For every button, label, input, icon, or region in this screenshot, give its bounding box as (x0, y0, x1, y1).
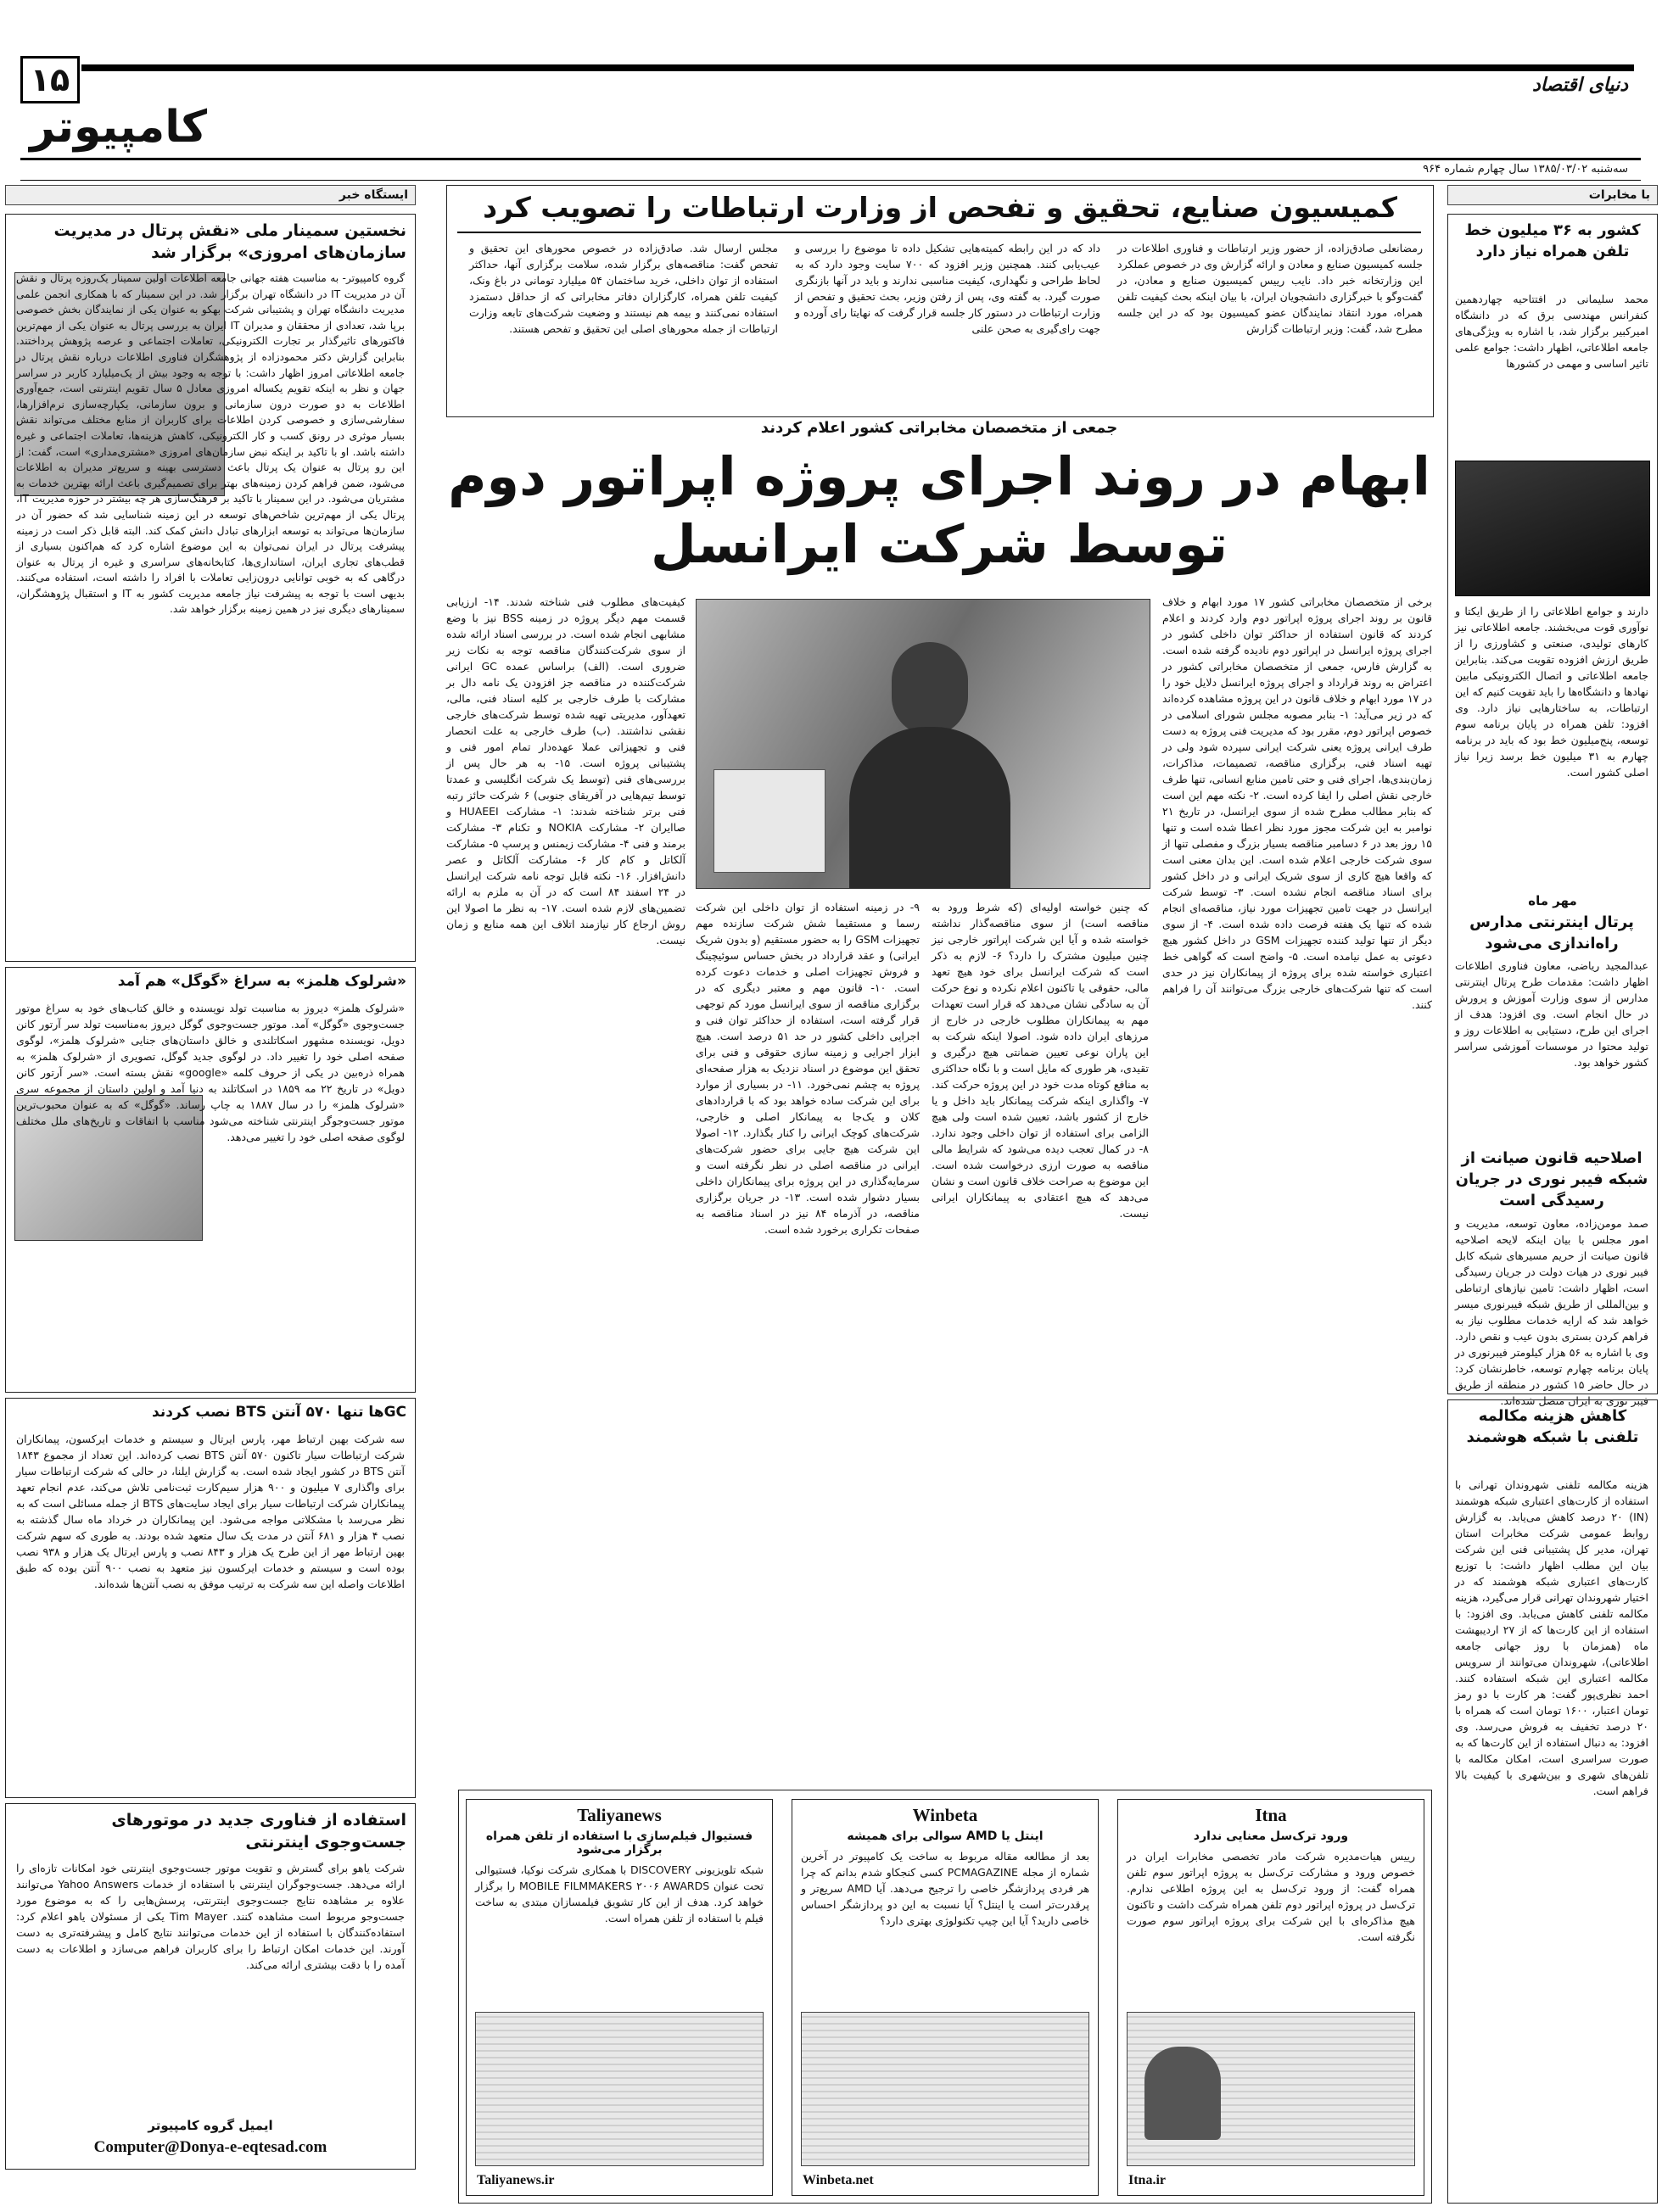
news-item-bts (5, 1398, 416, 1798)
section-title: کامپیوتر (30, 102, 207, 153)
news-body: دارند و جوامع اطلاعاتی را از طریق ایکتا و نوآوری قوت می‌بخشند. جامعه اطلاعاتی نیز کارهای تولیدی، صنعتی و کشاورزی را از طریق ارزش افزوده تقویت می‌کند. بنابراین جامعه اطلاعاتی و اتصال الکترونیکی مابین نهادها و دانشگاه‌ها را باید تقویت کنیم که این ارتباطات، به ساختارهایی نیاز دارد. وی افزود: تلفن همراه در پایان برنامه سوم توسعه، پنج‌میلیون خط بود که باید در برنامه چهارم به ۳۱ میلیون خط برسد زیرا نیاز اصلی کشور است. (1455, 605, 1648, 779)
news-title: GCها تنها ۵۷۰ آنتن BTS نصب کردند (152, 1404, 406, 1421)
news-body: محمد سلیمانی در افتتاحیه چهاردهمین کنفرانس مهندسی برق که در دانشگاه امیرکبیر برگزار شد، با اشاره به ویژگی‌های جامعه اطلاعاتی، اظهار داشت: جوامع علمی تاثیر اساسی و مهمی در کشورها (1455, 293, 1648, 370)
news-body: صمد مومن‌زاده، معاون توسعه، مدیریت و امور مجلس با بیان اینکه لایحه اصلاحیه قانون صیانت از حریم مسیرهای شبکه کابل فیبر نوری در هیات دولت در جریان رسیدگی است، اظهار داشت: تامین نیازهای ارتباطی و بین‌المللی از طریق شبکه فیبرنوری میسر خواهد شد که ارایه خدمات مطلوب نیاز به فراهم کردن بستری بدون عیب و نقص دارد. وی با اشاره به ۵۶ هزار کیلومتر فیبرنوری در پایان برنامه چهارم توسعه، خاطرنشان کرد: در حال حاضر ۱۵ کشور در منطقه از طریق فیبر نوری به ایران متصل شده‌اند. (1455, 1217, 1649, 1407)
ad-name: Itna (1255, 1805, 1287, 1825)
ad-name: Taliyanews (577, 1805, 662, 1825)
news-title: اصلاحیه قانون صیانت از شبکه فیبر نوری در جریان رسیدگی است (1455, 1149, 1648, 1209)
itna-screenshot (1127, 2012, 1415, 2166)
photo-monitor (713, 769, 825, 873)
news-body: عبدالمجید ریاضی، معاون فناوری اطلاعات اظهار داشت: مقدمات طرح پرتال اینترنتی مدارس از سوی وزارت آموزش و پرورش در حال انجام است. وی افزود: هدف از اجرای این طرح، دستیابی به اطلاعات روز و تولید محتوا در موسسات آموزشی سراسر کشور خواهد بود. (1455, 959, 1648, 1069)
issue-line: سه‌شنبه ۱۳۸۵/۰۳/۰۲ سال چهارم شماره ۹۶۴ (1423, 163, 1628, 176)
photo-figure-body (849, 727, 1010, 888)
ad-card-itna (1117, 1799, 1424, 2196)
phone-photo (1455, 461, 1650, 596)
news-item-google (5, 967, 416, 1393)
page-number: ۱۵ (30, 61, 70, 98)
telecom-label: با مخابرات (1447, 185, 1658, 205)
news-title: «شرلوک هلمز» به سراغ «گوگل» هم آمد (117, 973, 406, 990)
main-story-photo (696, 599, 1150, 889)
news-body: هزینه مکالمه تلفنی شهروندان تهرانی با استفاده از کارت‌های اعتباری شبکه هوشمند (IN) ۲۰ درصد کاهش می‌یابد. به گزارش روابط عمومی شرکت مخابرات استان تهران، مدیر کل پشتیبانی فنی این شرکت بیان این مطلب اظهار داشت: با توزیع کارت‌های اعتباری شبکه هوشمند که در اختیار شهروندان تهرانی قرار می‌گیرد، هزینه مکالمه تلفنی کاهش می‌یابد. وی افزود: با استفاده از این کارت‌ها که از ۲۷ اردیبهشت ماه (همزمان با روز جهانی جامعه اطلاعاتی)، شهروندان می‌توانند از سرویس مکالمه اعتباری این شبکه استفاده کنند. احمد نظری‌پور گفت: هر کارت با دو رمز تومان اعتبار، ۱۶۰۰ تومان است که همراه با ۲۰ درصد تخفیف به فروش می‌رسد. وی افزود: به دنبال استفاده از این کارت‌ها که به صورت سراسری است، امکان مکالمه با تلفن‌های شهری و بین‌شهری با کیفیت بالا فراهم است. (1455, 1478, 1649, 1797)
top-story-rule (457, 232, 1421, 233)
ad-body: شبکه تلویزیونی DISCOVERY با همکاری شرکت نوکیا، فستیوالی تحت عنوان MOBILE FILMMAKERS ۲۰۰۶ AWARDS را برگزار خواهد کرد. هدف از این کار تشویق فیلمسازان مبتدی به ساخت فیلم با استفاده از تلفن همراه است. (475, 1863, 764, 1924)
ad-name: Winbeta (912, 1805, 978, 1825)
ad-title: اینتل یا AMD سوالی برای همیشه (847, 1829, 1044, 1843)
ad-body: رییس هیات‌مدیره شرکت مادر تخصصی مخابرات ایران در خصوص ورود و مشارکت ترک‌سل به پروژه اپراتور سوم تلفن همراه گفت: از ورود ترک‌سل به این پروژه اطلاعی ندارم. ترک‌سل در پروژه اپراتور دوم تلفن همراه شرکت داشت و تاکنون هیچ مذاکره‌ای با این شرکت برای پروژه اپراتور سوم صورت نگرفته است. (1127, 1850, 1415, 1943)
main-story-kicker: جمعی از متخصصان مخابراتی کشور اعلام کردند (760, 419, 1118, 437)
main-headline-line-1: ابهام در روند اجرای پروژه اپراتور دوم (448, 445, 1430, 507)
news-kicker: مهر ماه (1528, 893, 1577, 908)
top-story-col-2: داد که در این رابطه کمیته‌هایی تشکیل داده تا موضوع را بررسی و عیب‌یابی کنند. همچنین وزیر افزود که ۷۰۰ سایت وجود دارد که به لحاظ طراحی و نگهداری، کیفیت مناسبی ندارند و باید در آنها بازنگری صورت گیرد. به گفته وی، پس از رفتن وزیر، بحث تحقیق و تفحص از وزارت ارتباطات در دستور کار جلسه قرار گرفت که نهایتا رای آورده و جهت رای‌گیری به صحن علنی (795, 242, 1101, 335)
photo-figure-head (892, 642, 968, 735)
right-column (1447, 185, 1659, 2204)
news-body: سه شرکت بهین ارتباط مهر، پارس ایرتال و سیستم و خدمات ایرکسون، پیمانکاران شرکت ارتباطات سیار تاکنون ۵۷۰ آنتن BTS نصب کرده‌اند. این تعداد از مجموع ۱۸۴۳ آنتن BTS در کشور ایجاد شده است. به گزارش ایلنا، در حالی که شرکت ارتباطات سیار برای واگذاری ۷ میلیون و ۹۰۰ هزار سیم‌کارت ثبت‌نامی تلاش می‌کند، عدم انجام تعهد پیمانکاران شرکت ارتباطات سیار برای ایجاد سایت‌های BTS از جمله مسائلی است که به نظر می‌رسد با مشکلاتی مواجه می‌شود. این پیمانکاران در خرداد ماه سال گذشته به نصب ۴ هزار و ۶۸۱ آنتن در مدت یک سال متعهد شده بودند. به طوری که سهم شرکت بهین ارتباط مهر از این طرح یک هزار و ۸۴۳ نصب و پارس ایرتال یک هزار و ۹۳۸ نصب بوده است و سیستم و خدمات ایرکسون نیز متعهد به نصب ۹۰۰ آنتن بوده که طبق اطلاعات واصله این سه شرکت به ترتیب موفق به نصب آنتن‌ها شده‌اند. (16, 1433, 406, 1590)
news-title: استفاده از فناوری جدید در موتورهای جست‌وجوی اینترنتی (111, 1811, 406, 1852)
main-story-col-c: ۹- در زمینه استفاده از توان داخلی این شرکت رسما و مستقیما شش شرکت سازنده مهم تجهیزات GSM را به حضور مستقیم (و بدون شریک ایرانی) و عقد قرارداد در بخش حساس سوئیچینگ و فروش تجهیزات اصلی و خدمات دعوت کرده است. ۱۰- قانون مهم و معتبر دیگری که در برگزاری مناقصه از سوی ایرانسل مورد کم توجهی قرار گرفته است، استفاده از حداکثر توان فنی و اجرایی داخلی کشور در حد ۵۱ درصد است. هیچ ابزار اجرایی و زمینه سازی حقوقی و فنی برای تحقق این موضوع در اسناد نزدیک به هزار صفحه‌ای پروژه به چشم نمی‌خورد. ۱۱- در بسیاری از موارد برای این شرکت ساده خواهد بود که با قراردادهای کلان و یک‌جا به پیمانکار اصلی و خارجی، شرکت‌های کوچک ایرانی را کنار بگذارد. ۱۲- اصولا این شرکت هیچ جایی برای حضور شرکت‌های ایرانی در مناقصه اصلی در نظر نگرفته است و سرمایه‌گذاری در این پروژه برای پیمانکاران داخلی بسیار دشوار شده است. ۱۳- در جریان برگزاری مناقصه، در آذرماه ۸۴ نیز در اسناد مناقصه به صفحات تکراری برخورد شده است. (696, 901, 921, 1236)
news-body: «شرلوک هلمز» دیروز به مناسبت تولد نویسنده و خالق کتاب‌های خود به سراغ موتور جست‌وجوی «گوگل» آمد. موتور جست‌وجوی گوگل دیروز به‌مناسبت تولد سر آرتور کانن دویل، نویسنده مشهور اسکاتلندی و خالق داستان‌های جنایی «شرلوک هلمز»، لوگوی صفحه اصلی خود را تغییر داد. در لوگوی جدید گوگل، تصویری از «شرلوک هلمز» به همراه ذره‌بین در یکی از حروف کلمه «google» نقش بسته است. «سر آرتور کانن دویل» در تاریخ ۲۲ مه ۱۸۵۹ در اسکاتلند به دنیا آمد و اولین داستان از مجموعه سری «شرلوک هلمز» را در سال ۱۸۸۷ به چاپ رساند. «گوگل» که به عنوان محبوب‌ترین موتور جست‌وجوگر اینترنتی شناخته می‌شود مناسب با اتفاقات و تاریخ‌های ملل مختلف لوگوی صفحه اصلی خود را تغییر می‌دهد. (16, 1002, 405, 1143)
ad-body: بعد از مطالعه مقاله مربوط به ساخت یک کامپیوتر در آخرین شماره از مجله PCMAGAZINE کسی کنجکاو شدم بدانم که چرا هر فردی پردازشگر خاصی را ترجیح می‌دهد. آیا AMD سریع‌تر و پرقدرت‌تر است یا اینتل؟ آیا نسبت به این دو پردازشگر احساس خاصی دارید؟ آیا این چیپ تکنولوژی بهتری دارد؟ (801, 1850, 1089, 1927)
top-story-title: کمیسیون صنایع، تحقیق و تفحص از وزارت ارتباطات را تصویب کرد (483, 191, 1397, 224)
ad-title: فستیوال فیلم‌سازی با استفاده از تلفن همراه برگزار می‌شود (485, 1829, 753, 1857)
ad-card-winbeta (792, 1799, 1099, 2196)
ad-url[interactable]: Itna.ir (1128, 2173, 1166, 2187)
page-number-box (20, 56, 80, 103)
main-story-col-d: کیفیت‌های مطلوب فنی شناخته شدند. ۱۴- ارزیابی قسمت مهم دیگر پروژه در زمینه BSS نیز با وضع مشابهی انجام شده است. در بررسی اسناد ارائه شده از سوی شرکت‌کنندگان مناقصه توجه به نکات زیر ضروری است. (الف) براساس عمده GC ایرانی شرکت‌کننده در مناقصه جز افزودن یک نامه دال بر مشارکت با طرف خارجی بر کلیه اسناد فنی، مالی، تعهدآور، مدیریتی تهیه شده توسط شرکت‌های خارجی نقشی نداشتند. (ب) طرف خارجی به علت انحصار فنی و تجهیزاتی عملا عهده‌دار تمام امور فنی و پشتیبانی پروژه است. ۱۵- به هر حال پس از بررسی‌های فنی (توسط یک شرکت انگلیسی و عمدتا توسط تیم‌هایی در آفریقای جنوبی) ۶ شرکت حائز رتبه فنی برتر شناخته شدند: ۱- مشارکت HUAEEI و صاایران ۲- مشارکت NOKIA و تکنام ۳- مشارکت برمند و فنی ۴- مشارکت زیمنس و پرسپ ۵- مشارکت آلکاتل و کام کار ۶- مشارکت آلکاتل و عصر دانش‌افزار. ۱۶- نکته قابل توجه نامه شرکت ایرانسل در ۲۴ اسفند ۸۴ است که در آن به ملزم به ارائه تضمین‌های لازم شده است. ۱۷- به نظر ما اصولا این روش ارجاع کار نیازمند اتلاف این همه منابع و زمان نیست. (446, 595, 686, 947)
news-title: نخستین سمینار ملی «نقش پرتال در مدیریت سازمان‌های امروزی» برگزار شد (53, 221, 406, 262)
ad-card-taliyanews (466, 1799, 773, 2196)
news-title: کاهش هزینه مکالمه تلفنی با شبکه هوشمند (1466, 1407, 1639, 1446)
main-story-col-a: برخی از متخصصان مخابراتی کشور ۱۷ مورد ابهام و خلاف قانون بر روند اجرای پروژه اپراتور دوم وارد کردند و اعلام کردند که قانون استفاده از حداکثر توان داخلی کشور در اجرای پروژه ایرانسل در اپراتور دوم نادیده گرفته شده است. به گزارش فارس، جمعی از متخصصان مخابراتی کشور در اعتراض به روند قرارداد و اجرای پروژه ایرانسل دلایل خود را در ۱۷ مورد ابهام و خلاف قانون در این پروژه مشاهده کرده‌اند که در زیر می‌آید: ۱- بنابر مصوبه مجلس شورای اسلامی در خصوص اپراتور دوم، مقرر بود که مدیریت فنی پروژه به دست طرف ایرانی پروژه یعنی شرکت ایرانی سپرده شود ولی در تهیه اسناد فنی، برگزاری مناقصه، تصمیمات، مذاکرات، زمان‌بندی‌ها، اجرای فنی و حتی تامین منابع انسانی، تنها طرف خارجی نقش اصلی را ایفا کرده است. ۲- نکته مهم این است که بنابر مطالب مطرح شده از سوی ایرانسل، در تاریخ ۲۱ نوامبر به این شرکت مجوز مورد نظر اعطا شده است و تنها ۱۵ روز بعد در ۶ دسامبر مناقصه بسیار بزرگ و مفصلی تنها از سوی شرکت خارجی اعلام شده است. این بدان معنی است که واقعا هیچ کاری از سوی شریک ایرانی و در داخل کشور برای اسناد مناقصه انجام نشده است. ۳- توسط شرکت ایرانسل در جهت تامین تجهیزات مورد نیاز، مناقصه‌ای انجام شده که تنها یک هفته فرصت داده شده است. ۴- از سوی دیگر از تنها تولید کننده تجهیزات GSM در داخل کشور هیچ دعوتی به عمل نیامده است. ۵- واضح است که گواهی خط اعتباری خواسته شده برای پروژه از پیمانکاران نیز در حدی است که تنها شرکت‌های خارجی بزرگ می‌توانند آن را فراهم کنند. (1162, 595, 1433, 1011)
email-label: ایمیل گروه کامپیوتر (148, 2118, 273, 2133)
news-title: پرتال اینترنتی مدارس راه‌اندازی می‌شود (1469, 913, 1634, 952)
ad-url[interactable]: Winbeta.net (803, 2173, 874, 2187)
header-top-rule (81, 64, 1634, 71)
web-news-box (458, 1790, 1432, 2204)
news-title: کشور به ۳۶ میلیون خط تلفن همراه نیاز دارد (1464, 221, 1641, 260)
telecom-item-lines (1447, 214, 1658, 1407)
main-story-col-b: که چنین خواسته اولیه‌ای (که شرط ورود به مناقصه است) از سوی مناقصه‌گذار نداشته خواسته شده و آیا این شرکت اپراتور خارجی نیز چنین میلیون مشترک را دارد؟ ۶- لازم به ذکر است که شرکت ایرانسل برای خود هیچ تعهد مالی، حقوقی یا تاکنون اعلام نکرده و نوع حرکت آن به سادگی نشان می‌دهد که قرار است تعهدات مهم به پیمانکاران مطلوب خارجی در خارج از مرزهای ایران داده شود. اصولا اینکه شرکت به این پاران نوعی تعیین ضمانتی هیچ درگیری و تقیدی، هر طوری که مایل است و با نگاه حداکثری به منافع کوتاه مدت خود در این پروژه حرکت کند. ۷- واگذاری اینکه شرکت پیمانکار باید داخل و یا خارج از کشور باشد، تعیین شده است ولی هیچ الزامی برای استفاده از توان داخلی وجود ندارد. ۸- در کمال تعجب دیده می‌شود که شرایط مالی مناقصه به صورت ارزی درخواست شده است. این موضوع به صراحت خلاف قانون است و نشان می‌دهد که هیچ اعتقادی به پیمانکاران ایرانی نیست. (932, 901, 1149, 1220)
header (0, 0, 1662, 204)
itna-portrait (1144, 2047, 1221, 2140)
winbeta-screenshot (801, 2012, 1089, 2166)
top-story-col-1: رمضانعلی صادق‌زاده، از حضور وزیر ارتباطات و فناوری اطلاعات در جلسه کمیسیون صنایع و معادن و ارائه گزارش وی در خصوص عملکرد این وزارتخانه خبر داد. نایب رییس کمیسیون صنایع و معادن، در گفت‌وگو با خبرگزاری دانشجویان ایران، با بیان اینکه بحث کیفیت تلفن همراه، مورد انتقاد نمایندگان عضو کمیسیون بود که در این جلسه مطرح شد، گفت: وزیر ارتباطات گزارش (1117, 242, 1423, 335)
left-column (5, 185, 417, 2204)
main-headline-line-2: توسط شرکت ایرانسل (651, 513, 1228, 575)
telecom-item-cost (1447, 1399, 1658, 2204)
header-bottom-rule (20, 180, 1641, 181)
news-body: شرکت یاهو برای گسترش و تقویت موتور جست‌وجوی اینترنتی خود امکانات تازه‌ای را ارائه می‌دهد. جست‌وجوگران اینترنتی با استفاده از خدمات Yahoo Answers می‌توانند علاوه بر مشاهده نتایج جست‌وجوی اینترنتی، پرسش‌هایی را که به موضوع مورد جست‌وجو مربوط است مشاهده کنند. Tim Mayer یکی از مسئولان یاهو اعلام کرد: استفاده‌کنندگان با استفاده از این خدمات می‌توانند نتایج کامل و پیشرفته‌تری به دست آورند. این خدمات امکان ارتباط را برای کاربران فراهم می‌سازد و اطلاعات به دست آمده را با دقت بیشتری ارائه می‌کند. (16, 1862, 406, 1971)
header-mid-rule (20, 158, 1641, 160)
email-address[interactable]: Computer@Donya-e-eqtesad.com (93, 2138, 327, 2156)
ad-title: ورود ترک‌سل معنایی ندارد (1193, 1829, 1349, 1843)
brand-logo: دنیای اقتصاد (1532, 75, 1628, 96)
news-item-portal (5, 214, 416, 962)
news-body: گروه کامپیوتر- به مناسبت هفته جهانی جامعه اطلاعات اولین سمینار یک‌روزه پرتال و نقش آن در مدیریت IT در دانشگاه تهران برگزار شد. در این سمینار که با همکاری انجمن علمی مدیریت دانشگاه تهران و پشتیبانی شرکت بهکو به عنوان یکی از نمایندگان بخش خصوصی برپا شد، تعدادی از محققان و مدیران IT ایران به بررسی پرتال به عنوان یکی از مهم‌ترین فاکتورهای تاثیرگذار بر تجارت الکترونیکی، تعاملات اجتماعی و عرصه پژوهش پرداختند. بنابراین گزارش دکتر محمودزاده از پژوهشگران فناوری اطلاعات درباره نقش پرتال در جامعه اطلاعاتی امروز اظهار داشت: با توجه به وجود بیش از یک‌میلیارد کاربر در سراسر جهان و نظر به اینکه تقویم یکساله امروزی معادل ۵ سال تقویم اینترنتی است، جمع‌آوری اطلاعات به دو صورت درون سازمانی و برون سازمانی، یکپارچه‌سازی نرم‌افزارها، سفارشی‌سازی و خصوصی کردن اطلاعات برای کاربران از منابع مختلف می‌تواند نقش بسیار موثری در رونق کسب و کار الکترونیکی، کاهش هزینه‌ها، تعاملات اجتماعی و غیره داشته باشد. او با تاکید بر اینکه نبض سازمان‌های امروزی «مشتری‌مداری» است، گفت: از این رو پرتال به عنوان یک پرتال باعث دسترسی بهینه و سریع‌تر مدیران به اطلاعات می‌شود، ضمن فراهم کردن زمینه‌های بهتر برای تصمیم‌گیری باعث ارائه بهترین خدمات به مشتریان می‌شود. در این سمینار با تاکید بر فرهنگ‌سازی هر چه بیشتر در حوزه مدیریت IT، پرتال یکی از مهم‌ترین شاخص‌های توسعه در این زمینه شناسایی شد که حضور آن در سازمان‌ها می‌تواند به توسعه ابزارهای تبادل دانش کمک کند. البته قابل ذکر است در زمینه پیشرفت پرتال در ایران نمی‌توان به این موضوع اشاره کرد که هم‌اکنون بسیاری از قطب‌های تجاری ایران، استانداری‌ها، کتابخانه‌های سراسری و غیره از پرتال به عنوان درگاهی که به خوبی توانایی درون‌زایی تعاملات با افراد را داشته است، استفاده می‌کنند. بدیهی است با توجه به پیشرفت نیاز جامعه مدیریت کشور به IT و استقبال پژوهشگران، سمینارهای دیگری نیز در همین زمینه برگزار خواهد شد. (16, 272, 405, 616)
taliyanews-screenshot (475, 2012, 764, 2166)
news-item-search (5, 1803, 416, 2170)
news-station-label: ایستگاه خبر (5, 185, 416, 205)
ad-url[interactable]: Taliyanews.ir (477, 2173, 555, 2187)
top-story-box (446, 185, 1434, 417)
top-story-col-3: مجلس ارسال شد. صادق‌زاده در خصوص محورهای این تحقیق و تفحص گفت: مناقصه‌های برگزار شده، سلامت برگزاری آنها، حداکثر استفاده از توان داخلی، خرید ساختمان ۵۴ میلیارد تومانی در باغ ونک، کیفیت تلفن همراه، کارگزاران دفاتر مخابراتی که از حداقل دستمزد استفاده نمی‌کنند و بیمه هم نیستند و وضعیت شرکت‌های تابعه وزارت ارتباطات از جمله محورهای اصلی این تحقیق و تفحص هستند. (469, 242, 778, 335)
